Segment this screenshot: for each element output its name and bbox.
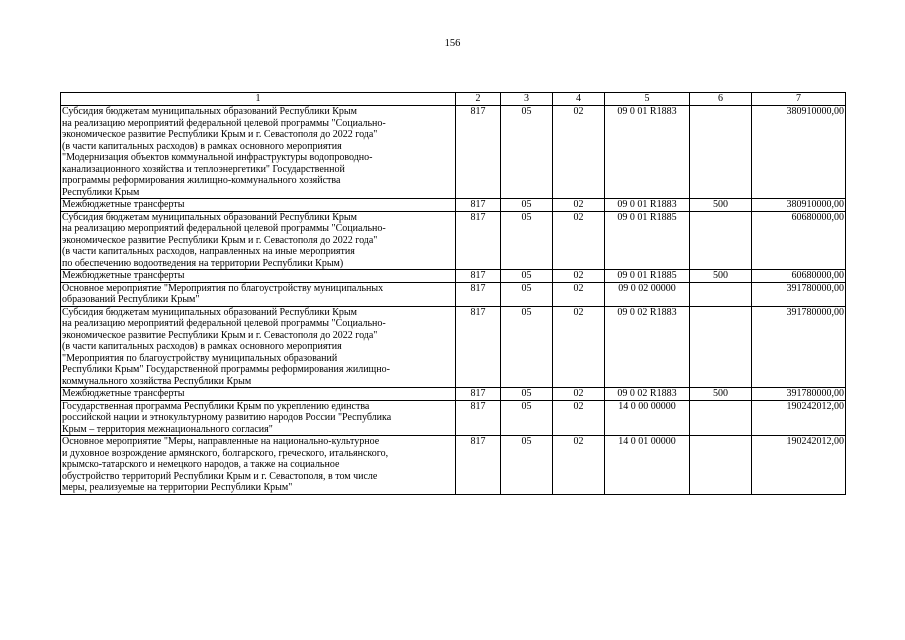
ministry-code-cell: 817 — [456, 199, 501, 212]
ministry-code-cell: 817 — [456, 436, 501, 495]
amount-cell: 391780000,00 — [752, 282, 846, 306]
subsection-code-cell: 02 — [553, 282, 605, 306]
target-article-cell: 09 0 01 R1883 — [605, 199, 690, 212]
ministry-code-cell: 817 — [456, 388, 501, 401]
table-row — [61, 400, 846, 436]
item-name-cell: Межбюджетные трансферты — [61, 199, 456, 212]
item-name-cell: Межбюджетные трансферты — [61, 270, 456, 283]
section-code-cell: 05 — [501, 306, 553, 388]
target-article-cell: 09 0 02 R1883 — [605, 306, 690, 388]
ministry-code-cell: 817 — [456, 106, 501, 199]
amount-cell: 60680000,00 — [752, 211, 846, 270]
column-header: 1 — [61, 93, 456, 106]
section-code-cell: 05 — [501, 282, 553, 306]
budget-table — [60, 92, 846, 495]
section-code-cell: 05 — [501, 388, 553, 401]
section-code-cell: 05 — [501, 436, 553, 495]
expense-type-cell — [690, 106, 752, 199]
subsection-code-cell: 02 — [553, 106, 605, 199]
ministry-code-cell: 817 — [456, 282, 501, 306]
expense-type-cell — [690, 436, 752, 495]
section-code-cell: 05 — [501, 199, 553, 212]
header-row — [61, 93, 846, 106]
subsection-code-cell: 02 — [553, 199, 605, 212]
expense-type-cell: 500 — [690, 270, 752, 283]
section-code-cell: 05 — [501, 400, 553, 436]
subsection-code-cell: 02 — [553, 388, 605, 401]
section-code-cell: 05 — [501, 270, 553, 283]
table-row — [61, 306, 846, 388]
subsection-code-cell: 02 — [553, 270, 605, 283]
item-name-cell: Субсидия бюджетам муниципальных образований Республики Крым на реализацию мероприятий федеральной целевой программы "Социально- экономическое развитие Республики Крым и г. Севастополя до 2022 года" (в части капитальных расходов, направленных на иные мероприятия по обеспечению водоотведения на территории Республики Крым) — [61, 211, 456, 270]
table-row — [61, 270, 846, 283]
table-row — [61, 388, 846, 401]
amount-cell: 60680000,00 — [752, 270, 846, 283]
expense-type-cell — [690, 282, 752, 306]
item-name-cell: Субсидия бюджетам муниципальных образований Республики Крым на реализацию мероприятий федеральной целевой программы "Социально- экономическое развитие Республики Крым и г. Севастополя до 2022 года" (в части капитальных расходов) в рамках основного мероприятия "Модернизация объектов коммунальной инфраструктуры водопроводно- канализационного хозяйства и теплоэнергетики" Государственной программы реформирования жилищно-коммунального хозяйства Республики Крым — [61, 106, 456, 199]
expense-type-cell: 500 — [690, 388, 752, 401]
expense-type-cell: 500 — [690, 199, 752, 212]
table-row — [61, 436, 846, 495]
target-article-cell: 09 0 01 R1883 — [605, 106, 690, 199]
target-article-cell: 14 0 01 00000 — [605, 436, 690, 495]
section-code-cell: 05 — [501, 106, 553, 199]
target-article-cell: 09 0 02 00000 — [605, 282, 690, 306]
page-number: 156 — [444, 38, 461, 49]
column-header: 6 — [690, 93, 752, 106]
column-header: 7 — [752, 93, 846, 106]
expense-type-cell — [690, 306, 752, 388]
amount-cell: 380910000,00 — [752, 199, 846, 212]
subsection-code-cell: 02 — [553, 211, 605, 270]
amount-cell: 190242012,00 — [752, 400, 846, 436]
table-row — [61, 282, 846, 306]
column-header: 5 — [605, 93, 690, 106]
column-header: 2 — [456, 93, 501, 106]
table-row — [61, 199, 846, 212]
ministry-code-cell: 817 — [456, 400, 501, 436]
expense-type-cell — [690, 211, 752, 270]
amount-cell: 190242012,00 — [752, 436, 846, 495]
ministry-code-cell: 817 — [456, 211, 501, 270]
item-name-cell: Межбюджетные трансферты — [61, 388, 456, 401]
ministry-code-cell: 817 — [456, 306, 501, 388]
target-article-cell: 09 0 02 R1883 — [605, 388, 690, 401]
target-article-cell: 09 0 01 R1885 — [605, 270, 690, 283]
subsection-code-cell: 02 — [553, 306, 605, 388]
amount-cell: 391780000,00 — [752, 306, 846, 388]
item-name-cell: Субсидия бюджетам муниципальных образований Республики Крым на реализацию мероприятий федеральной целевой программы "Социально- экономическое развитие Республики Крым и г. Севастополя до 2022 года" (в части капитальных расходов) в рамках основного мероприятия "Мероприятия по благоустройству муниципальных образований Республики Крым" Государственной программы реформирования жилищно- коммунального хозяйства Республики Крым — [61, 306, 456, 388]
amount-cell: 380910000,00 — [752, 106, 846, 199]
ministry-code-cell: 817 — [456, 270, 501, 283]
target-article-cell: 09 0 01 R1885 — [605, 211, 690, 270]
table-row — [61, 211, 846, 270]
item-name-cell: Государственная программа Республики Крым по укреплению единства российской нации и этнокультурному развитию народов России "Республика Крым – территория межнационального согласия" — [61, 400, 456, 436]
subsection-code-cell: 02 — [553, 436, 605, 495]
amount-cell: 391780000,00 — [752, 388, 846, 401]
table-row — [61, 106, 846, 199]
item-name-cell: Основное мероприятие "Меры, направленные на национально-культурное и духовное возрождение армянского, болгарского, греческого, итальянского, крымско-татарского и немецкого народов, а также на социальное обустройство территорий Республики Крым и г. Севастополя, в том числе меры, реализуемые на территории Республики Крым" — [61, 436, 456, 495]
column-header: 3 — [501, 93, 553, 106]
section-code-cell: 05 — [501, 211, 553, 270]
table-body — [61, 106, 846, 495]
target-article-cell: 14 0 00 00000 — [605, 400, 690, 436]
item-name-cell: Основное мероприятие "Мероприятия по благоустройству муниципальных образований Республики Крым" — [61, 282, 456, 306]
column-header: 4 — [553, 93, 605, 106]
expense-type-cell — [690, 400, 752, 436]
subsection-code-cell: 02 — [553, 400, 605, 436]
